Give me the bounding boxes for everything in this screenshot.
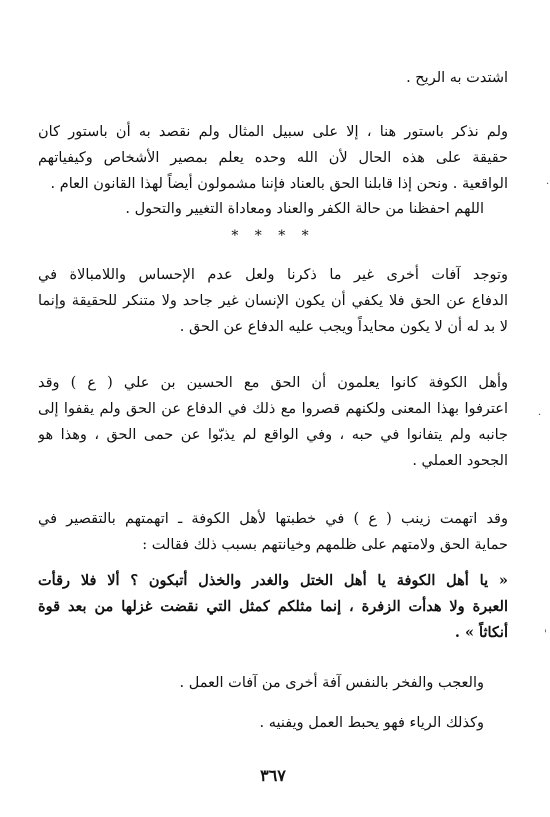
paragraph-4 [38,262,508,340]
text-line: حقيقة على هذه الحال لأن الله وحده يعلم بمصير الأشخاص وكيفياتهم [38,150,508,166]
text-line: اعترفوا بهذا المعنى ولكنهم قصروا مع ذلك في الدفاع عن الحق ولم يقفوا إلى [38,401,508,417]
text-line: الواقعية . ونحن إذا قابلنا الحق بالعناد فإننا مشمولون أيضاً لهذا القانون العام . [50,176,508,192]
text-line: وأهل الكوفة كانوا يعلمون أن الحق مع الحسين بن علي ( ع ) وقد [38,375,508,391]
quote-paragraph [38,568,508,646]
text-line: وكذلك الرياء فهو يحبط العمل ويفنيه . [259,715,484,731]
paragraph-5 [38,370,508,474]
paragraph-3 [38,196,484,222]
text-line: العبرة ولا هدأت الزفرة ، إنما مثلكم كمثل التي نقضت غزلها من بعد قوة [38,598,508,615]
text-line: لا بد له أن لا يكون محايداً ويجب عليه الدفاع عن الحق . [179,319,508,335]
text-line: « يا أهل الكوفة يا أهل الختل والغدر والخذل أتبكون ؟ ألا فلا رقأت [38,572,508,589]
scan-speck: · [538,410,542,421]
text-line: اشتدت به الريح . [406,70,508,86]
paragraph-2 [38,119,508,197]
paragraph-6 [38,506,508,558]
text-line: اللهم احفظنا من حالة الكفر والعناد ومعاداة التغيير والتحول . [125,201,484,217]
section-separator: * * * * [231,228,315,244]
text-line: وقد اتهمت زينب ( ع ) في خطبتها لأهل الكوفة ـ اتهمتهم بالتقصير في [38,511,508,527]
paragraph-9 [38,710,484,736]
text-line: الجحود العملي . [412,453,508,469]
document-page [38,0,508,817]
scan-speck: ' [544,629,547,640]
text-line: أنكاثاً » . [454,624,508,641]
text-line: ولم نذكر باستور هنا ، إلا على سبيل المثال ولم نقصد به أن باستور كان [38,124,508,140]
page-number: ٣٦٧ [260,766,286,785]
text-line: حماية الحق ولامتهم على ظلمهم وخيانتهم بسبب ذلك فقالت : [142,537,508,553]
text-line: والعجب والفخر بالنفس آفة أخرى من آفات العمل . [179,675,484,691]
text-line: وتوجد آفات أخرى غير ما ذكرنا ولعل عدم الإحساس واللامبالاة في [38,267,508,283]
paragraph-8 [38,670,484,696]
paragraph-1 [38,65,508,91]
text-line: الدفاع عن الحق فلا يكفي أن يكون الإنسان غير جاحد ولا متنكر للحقيقة وإنما [38,293,508,309]
text-line: جانبه ولم يتفانوا في حبه ، وفي الواقع لم يذبّوا عن حمى الحق ، وهذا هو [38,427,508,443]
scan-speck: . [546,176,550,187]
